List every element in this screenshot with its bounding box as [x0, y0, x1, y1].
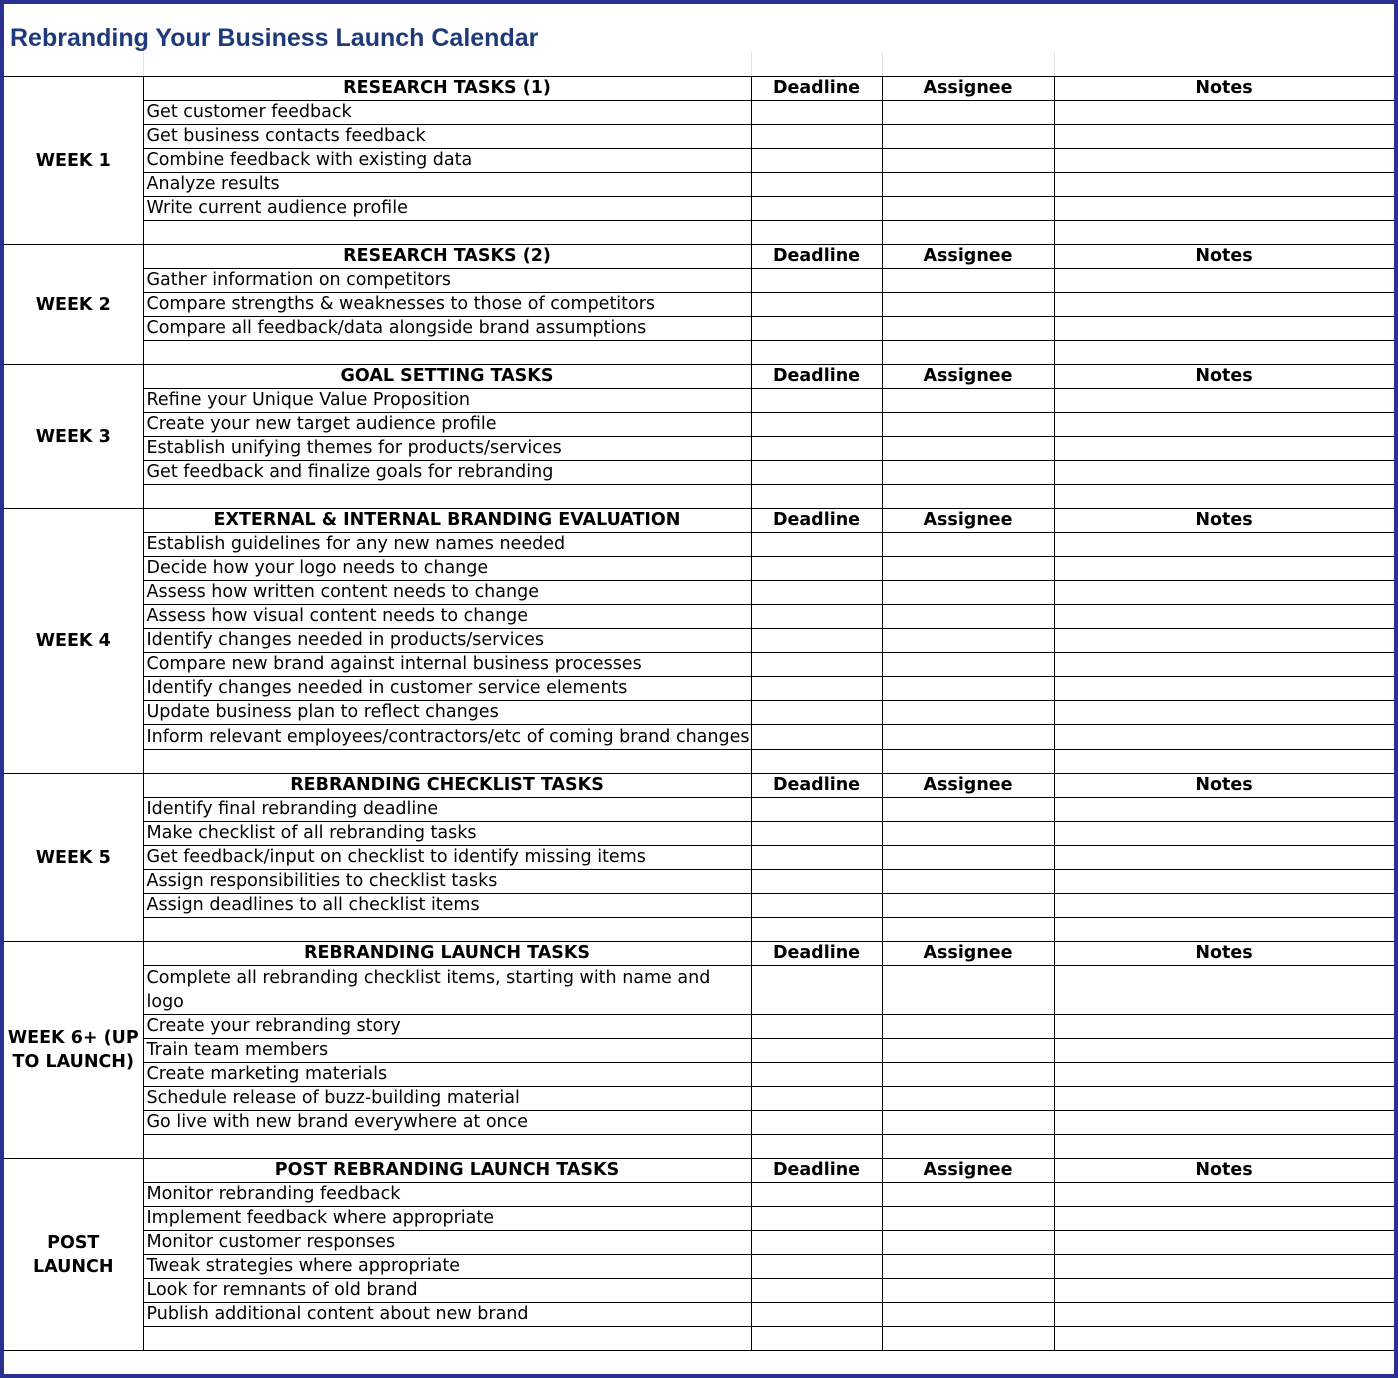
task-row	[4, 437, 1394, 461]
section-header-row	[4, 942, 1394, 966]
deadline-cell[interactable]	[751, 1015, 882, 1039]
task-row	[4, 173, 1394, 197]
gridline	[143, 52, 144, 76]
task-row	[4, 1063, 1394, 1087]
assignee-cell[interactable]	[882, 437, 1054, 461]
notes-cell[interactable]	[1054, 221, 1394, 245]
deadline-cell[interactable]	[751, 389, 882, 413]
task-cell[interactable]: Look for remnants of old brand	[143, 1279, 751, 1303]
task-row	[4, 197, 1394, 221]
notes-cell[interactable]	[1054, 581, 1394, 605]
notes-cell[interactable]	[1054, 1231, 1394, 1255]
section-header-row	[4, 77, 1394, 101]
assignee-header: Assignee	[882, 942, 1054, 966]
section-heading: RESEARCH TASKS (1)	[143, 77, 751, 101]
blank-row	[4, 1135, 1394, 1159]
assignee-cell[interactable]	[882, 1111, 1054, 1135]
week-label: WEEK 1	[4, 77, 143, 245]
notes-cell[interactable]	[1054, 629, 1394, 653]
assignee-header: Assignee	[882, 774, 1054, 798]
task-cell[interactable]	[143, 1327, 751, 1351]
deadline-cell[interactable]	[751, 1135, 882, 1159]
assignee-cell[interactable]	[882, 677, 1054, 701]
task-row	[4, 1255, 1394, 1279]
notes-cell[interactable]	[1054, 125, 1394, 149]
assignee-cell[interactable]	[882, 533, 1054, 557]
deadline-cell[interactable]	[751, 1063, 882, 1087]
deadline-cell[interactable]	[751, 653, 882, 677]
task-row	[4, 269, 1394, 293]
notes-cell[interactable]	[1054, 389, 1394, 413]
task-row	[4, 557, 1394, 581]
task-row	[4, 149, 1394, 173]
deadline-cell[interactable]	[751, 1231, 882, 1255]
notes-cell[interactable]	[1054, 1015, 1394, 1039]
assignee-cell[interactable]	[882, 1231, 1054, 1255]
task-cell[interactable]: Create marketing materials	[143, 1063, 751, 1087]
assignee-cell[interactable]	[882, 485, 1054, 509]
assignee-cell[interactable]	[882, 1183, 1054, 1207]
task-row	[4, 966, 1394, 1015]
assignee-cell[interactable]	[882, 293, 1054, 317]
notes-header: Notes	[1054, 774, 1394, 798]
assignee-cell[interactable]	[882, 221, 1054, 245]
notes-header: Notes	[1054, 365, 1394, 389]
notes-cell[interactable]	[1054, 413, 1394, 437]
deadline-cell[interactable]	[751, 870, 882, 894]
task-cell[interactable]: Create your rebranding story	[143, 1015, 751, 1039]
section-heading: REBRANDING CHECKLIST TASKS	[143, 774, 751, 798]
task-cell[interactable]: Complete all rebranding checklist items, starting with name and logo	[143, 966, 751, 1015]
task-row	[4, 413, 1394, 437]
notes-cell[interactable]	[1054, 461, 1394, 485]
deadline-header: Deadline	[751, 942, 882, 966]
task-row	[4, 293, 1394, 317]
deadline-cell[interactable]	[751, 605, 882, 629]
notes-cell[interactable]	[1054, 798, 1394, 822]
task-cell[interactable]: Implement feedback where appropriate	[143, 1207, 751, 1231]
assignee-header: Assignee	[882, 509, 1054, 533]
task-row	[4, 125, 1394, 149]
task-cell[interactable]: Get feedback and finalize goals for rebranding	[143, 461, 751, 485]
task-cell[interactable]: Decide how your logo needs to change	[143, 557, 751, 581]
deadline-cell[interactable]	[751, 1111, 882, 1135]
section-header-row	[4, 365, 1394, 389]
task-cell[interactable]: Gather information on competitors	[143, 269, 751, 293]
task-cell[interactable]: Assess how written content needs to change	[143, 581, 751, 605]
notes-cell[interactable]	[1054, 1039, 1394, 1063]
week-label: WEEK 2	[4, 245, 143, 365]
assignee-cell[interactable]	[882, 197, 1054, 221]
notes-header: Notes	[1054, 245, 1394, 269]
deadline-cell[interactable]	[751, 677, 882, 701]
section-header-row	[4, 245, 1394, 269]
assignee-cell[interactable]	[882, 629, 1054, 653]
deadline-cell[interactable]	[751, 197, 882, 221]
task-row	[4, 1087, 1394, 1111]
notes-cell[interactable]	[1054, 1111, 1394, 1135]
task-cell[interactable]	[143, 1135, 751, 1159]
assignee-cell[interactable]	[882, 750, 1054, 774]
notes-cell[interactable]	[1054, 1327, 1394, 1351]
assignee-cell[interactable]	[882, 173, 1054, 197]
deadline-cell[interactable]	[751, 750, 882, 774]
assignee-cell[interactable]	[882, 557, 1054, 581]
assignee-cell[interactable]	[882, 1255, 1054, 1279]
blank-row	[4, 918, 1394, 942]
notes-cell[interactable]	[1054, 1279, 1394, 1303]
notes-cell[interactable]	[1054, 605, 1394, 629]
deadline-cell[interactable]	[751, 629, 882, 653]
notes-cell[interactable]	[1054, 653, 1394, 677]
deadline-header: Deadline	[751, 509, 882, 533]
task-row	[4, 1231, 1394, 1255]
deadline-cell[interactable]	[751, 822, 882, 846]
task-row	[4, 605, 1394, 629]
task-cell[interactable]: Monitor rebranding feedback	[143, 1183, 751, 1207]
assignee-cell[interactable]	[882, 317, 1054, 341]
deadline-cell[interactable]	[751, 341, 882, 365]
deadline-cell[interactable]	[751, 125, 882, 149]
task-row	[4, 1111, 1394, 1135]
deadline-header: Deadline	[751, 1159, 882, 1183]
assignee-cell[interactable]	[882, 341, 1054, 365]
assignee-cell[interactable]	[882, 701, 1054, 725]
task-cell[interactable]: Go live with new brand everywhere at once	[143, 1111, 751, 1135]
blank-row	[4, 750, 1394, 774]
notes-cell[interactable]	[1054, 1183, 1394, 1207]
task-cell[interactable]: Update business plan to reflect changes	[143, 701, 751, 725]
deadline-cell[interactable]	[751, 269, 882, 293]
deadline-cell[interactable]	[751, 1303, 882, 1327]
task-row	[4, 653, 1394, 677]
assignee-header: Assignee	[882, 245, 1054, 269]
assignee-cell[interactable]	[882, 966, 1054, 1015]
task-row	[4, 725, 1394, 750]
section-heading: REBRANDING LAUNCH TASKS	[143, 942, 751, 966]
notes-cell[interactable]	[1054, 870, 1394, 894]
task-row	[4, 701, 1394, 725]
task-row	[4, 1039, 1394, 1063]
task-cell[interactable]: Write current audience profile	[143, 197, 751, 221]
deadline-cell[interactable]	[751, 1279, 882, 1303]
deadline-cell[interactable]	[751, 413, 882, 437]
notes-cell[interactable]	[1054, 557, 1394, 581]
task-cell[interactable]: Compare strengths & weaknesses to those of competitors	[143, 293, 751, 317]
notes-cell[interactable]	[1054, 293, 1394, 317]
task-cell[interactable]: Get customer feedback	[143, 101, 751, 125]
notes-cell[interactable]	[1054, 1087, 1394, 1111]
assignee-header: Assignee	[882, 365, 1054, 389]
assignee-cell[interactable]	[882, 1327, 1054, 1351]
task-cell[interactable]: Assess how visual content needs to change	[143, 605, 751, 629]
task-row	[4, 629, 1394, 653]
notes-header: Notes	[1054, 942, 1394, 966]
task-cell[interactable]: Establish guidelines for any new names needed	[143, 533, 751, 557]
task-row	[4, 798, 1394, 822]
assignee-cell[interactable]	[882, 413, 1054, 437]
task-cell[interactable]: Identify changes needed in products/services	[143, 629, 751, 653]
launch-calendar-table	[4, 76, 1395, 1351]
task-cell[interactable]: Create your new target audience profile	[143, 413, 751, 437]
assignee-cell[interactable]	[882, 461, 1054, 485]
task-cell[interactable]	[143, 341, 751, 365]
task-cell[interactable]: Identify changes needed in customer service elements	[143, 677, 751, 701]
assignee-cell[interactable]	[882, 894, 1054, 918]
notes-cell[interactable]	[1054, 317, 1394, 341]
deadline-header: Deadline	[751, 77, 882, 101]
task-row	[4, 533, 1394, 557]
deadline-header: Deadline	[751, 774, 882, 798]
week-label: WEEK 5	[4, 774, 143, 942]
task-cell[interactable]	[143, 750, 751, 774]
deadline-cell[interactable]	[751, 725, 882, 750]
task-row	[4, 317, 1394, 341]
deadline-cell[interactable]	[751, 557, 882, 581]
week-label: WEEK 3	[4, 365, 143, 509]
deadline-cell[interactable]	[751, 798, 882, 822]
assignee-cell[interactable]	[882, 653, 1054, 677]
notes-cell[interactable]	[1054, 894, 1394, 918]
blank-row	[4, 1327, 1394, 1351]
title-row	[4, 4, 1394, 77]
deadline-cell[interactable]	[751, 149, 882, 173]
notes-cell[interactable]	[1054, 846, 1394, 870]
notes-cell[interactable]	[1054, 1063, 1394, 1087]
deadline-cell[interactable]	[751, 918, 882, 942]
assignee-cell[interactable]	[882, 149, 1054, 173]
deadline-cell[interactable]	[751, 293, 882, 317]
task-cell[interactable]	[143, 221, 751, 245]
task-cell[interactable]	[143, 918, 751, 942]
assignee-cell[interactable]	[882, 269, 1054, 293]
assignee-cell[interactable]	[882, 798, 1054, 822]
deadline-header: Deadline	[751, 245, 882, 269]
notes-header: Notes	[1054, 1159, 1394, 1183]
task-cell[interactable]: Publish additional content about new brand	[143, 1303, 751, 1327]
notes-cell[interactable]	[1054, 269, 1394, 293]
notes-cell[interactable]	[1054, 1207, 1394, 1231]
deadline-cell[interactable]	[751, 173, 882, 197]
task-cell[interactable]: Identify final rebranding deadline	[143, 798, 751, 822]
task-cell[interactable]: Compare all feedback/data alongside brand assumptions	[143, 317, 751, 341]
deadline-cell[interactable]	[751, 101, 882, 125]
task-row	[4, 1015, 1394, 1039]
gridline	[1054, 52, 1055, 76]
deadline-cell[interactable]	[751, 1207, 882, 1231]
assignee-header: Assignee	[882, 1159, 1054, 1183]
deadline-cell[interactable]	[751, 317, 882, 341]
deadline-cell[interactable]	[751, 437, 882, 461]
blank-row	[4, 485, 1394, 509]
task-cell[interactable]: Refine your Unique Value Proposition	[143, 389, 751, 413]
assignee-cell[interactable]	[882, 1015, 1054, 1039]
task-row	[4, 101, 1394, 125]
assignee-cell[interactable]	[882, 918, 1054, 942]
notes-cell[interactable]	[1054, 701, 1394, 725]
deadline-cell[interactable]	[751, 1183, 882, 1207]
gridline	[751, 52, 752, 76]
notes-cell[interactable]	[1054, 750, 1394, 774]
assignee-cell[interactable]	[882, 581, 1054, 605]
notes-cell[interactable]	[1054, 918, 1394, 942]
section-heading: EXTERNAL & INTERNAL BRANDING EVALUATION	[143, 509, 751, 533]
deadline-header: Deadline	[751, 365, 882, 389]
deadline-cell[interactable]	[751, 485, 882, 509]
notes-cell[interactable]	[1054, 437, 1394, 461]
deadline-cell[interactable]	[751, 1087, 882, 1111]
deadline-cell[interactable]	[751, 1039, 882, 1063]
notes-cell[interactable]	[1054, 1255, 1394, 1279]
assignee-cell[interactable]	[882, 725, 1054, 750]
notes-cell[interactable]	[1054, 1135, 1394, 1159]
deadline-cell[interactable]	[751, 846, 882, 870]
section-heading: GOAL SETTING TASKS	[143, 365, 751, 389]
assignee-cell[interactable]	[882, 101, 1054, 125]
notes-cell[interactable]	[1054, 149, 1394, 173]
assignee-cell[interactable]	[882, 846, 1054, 870]
task-cell[interactable]: Establish unifying themes for products/services	[143, 437, 751, 461]
assignee-cell[interactable]	[882, 1039, 1054, 1063]
task-row	[4, 581, 1394, 605]
section-header-row	[4, 509, 1394, 533]
task-cell[interactable]: Tweak strategies where appropriate	[143, 1255, 751, 1279]
task-row	[4, 461, 1394, 485]
task-cell[interactable]: Get business contacts feedback	[143, 125, 751, 149]
task-cell[interactable]: Assign deadlines to all checklist items	[143, 894, 751, 918]
assignee-cell[interactable]	[882, 1135, 1054, 1159]
task-row	[4, 1279, 1394, 1303]
task-row	[4, 894, 1394, 918]
task-row	[4, 870, 1394, 894]
task-row	[4, 1183, 1394, 1207]
week-label: POST LAUNCH	[4, 1159, 143, 1351]
task-cell[interactable]: Compare new brand against internal business processes	[143, 653, 751, 677]
task-cell[interactable]: Get feedback/input on checklist to identify missing items	[143, 846, 751, 870]
deadline-cell[interactable]	[751, 581, 882, 605]
assignee-cell[interactable]	[882, 870, 1054, 894]
task-cell[interactable]: Monitor customer responses	[143, 1231, 751, 1255]
deadline-cell[interactable]	[751, 1255, 882, 1279]
section-heading: RESEARCH TASKS (2)	[143, 245, 751, 269]
notes-cell[interactable]	[1054, 485, 1394, 509]
notes-cell[interactable]	[1054, 725, 1394, 750]
section-header-row	[4, 1159, 1394, 1183]
notes-header: Notes	[1054, 509, 1394, 533]
notes-cell[interactable]	[1054, 197, 1394, 221]
task-cell[interactable]: Make checklist of all rebranding tasks	[143, 822, 751, 846]
blank-row	[4, 221, 1394, 245]
deadline-cell[interactable]	[751, 221, 882, 245]
notes-cell[interactable]	[1054, 966, 1394, 1015]
assignee-cell[interactable]	[882, 1207, 1054, 1231]
task-row	[4, 677, 1394, 701]
task-row	[4, 1207, 1394, 1231]
task-cell[interactable]: Inform relevant employees/contractors/etc of coming brand changes	[143, 725, 751, 750]
notes-cell[interactable]	[1054, 822, 1394, 846]
task-cell[interactable]: Schedule release of buzz-building material	[143, 1087, 751, 1111]
assignee-cell[interactable]	[882, 389, 1054, 413]
deadline-cell[interactable]	[751, 701, 882, 725]
assignee-cell[interactable]	[882, 1279, 1054, 1303]
assignee-cell[interactable]	[882, 1063, 1054, 1087]
notes-cell[interactable]	[1054, 677, 1394, 701]
deadline-cell[interactable]	[751, 533, 882, 557]
notes-cell[interactable]	[1054, 341, 1394, 365]
task-row	[4, 1303, 1394, 1327]
assignee-cell[interactable]	[882, 1087, 1054, 1111]
week-label: WEEK 4	[4, 509, 143, 774]
deadline-cell[interactable]	[751, 1327, 882, 1351]
deadline-cell[interactable]	[751, 461, 882, 485]
section-header-row	[4, 774, 1394, 798]
task-cell[interactable]: Combine feedback with existing data	[143, 149, 751, 173]
notes-header: Notes	[1054, 77, 1394, 101]
notes-cell[interactable]	[1054, 173, 1394, 197]
task-cell[interactable]: Assign responsibilities to checklist tasks	[143, 870, 751, 894]
week-label: WEEK 6+ (UP TO LAUNCH)	[4, 942, 143, 1159]
section-heading: POST REBRANDING LAUNCH TASKS	[143, 1159, 751, 1183]
notes-cell[interactable]	[1054, 1303, 1394, 1327]
task-cell[interactable]: Analyze results	[143, 173, 751, 197]
assignee-cell[interactable]	[882, 605, 1054, 629]
assignee-cell[interactable]	[882, 1303, 1054, 1327]
gridline	[882, 52, 883, 76]
notes-cell[interactable]	[1054, 101, 1394, 125]
task-cell[interactable]	[143, 485, 751, 509]
task-row	[4, 389, 1394, 413]
assignee-header: Assignee	[882, 77, 1054, 101]
task-row	[4, 846, 1394, 870]
deadline-cell[interactable]	[751, 894, 882, 918]
blank-row	[4, 341, 1394, 365]
task-cell[interactable]: Train team members	[143, 1039, 751, 1063]
task-row	[4, 822, 1394, 846]
deadline-cell[interactable]	[751, 966, 882, 1015]
assignee-cell[interactable]	[882, 125, 1054, 149]
assignee-cell[interactable]	[882, 822, 1054, 846]
page-title: Rebranding Your Business Launch Calendar	[10, 24, 539, 52]
notes-cell[interactable]	[1054, 533, 1394, 557]
